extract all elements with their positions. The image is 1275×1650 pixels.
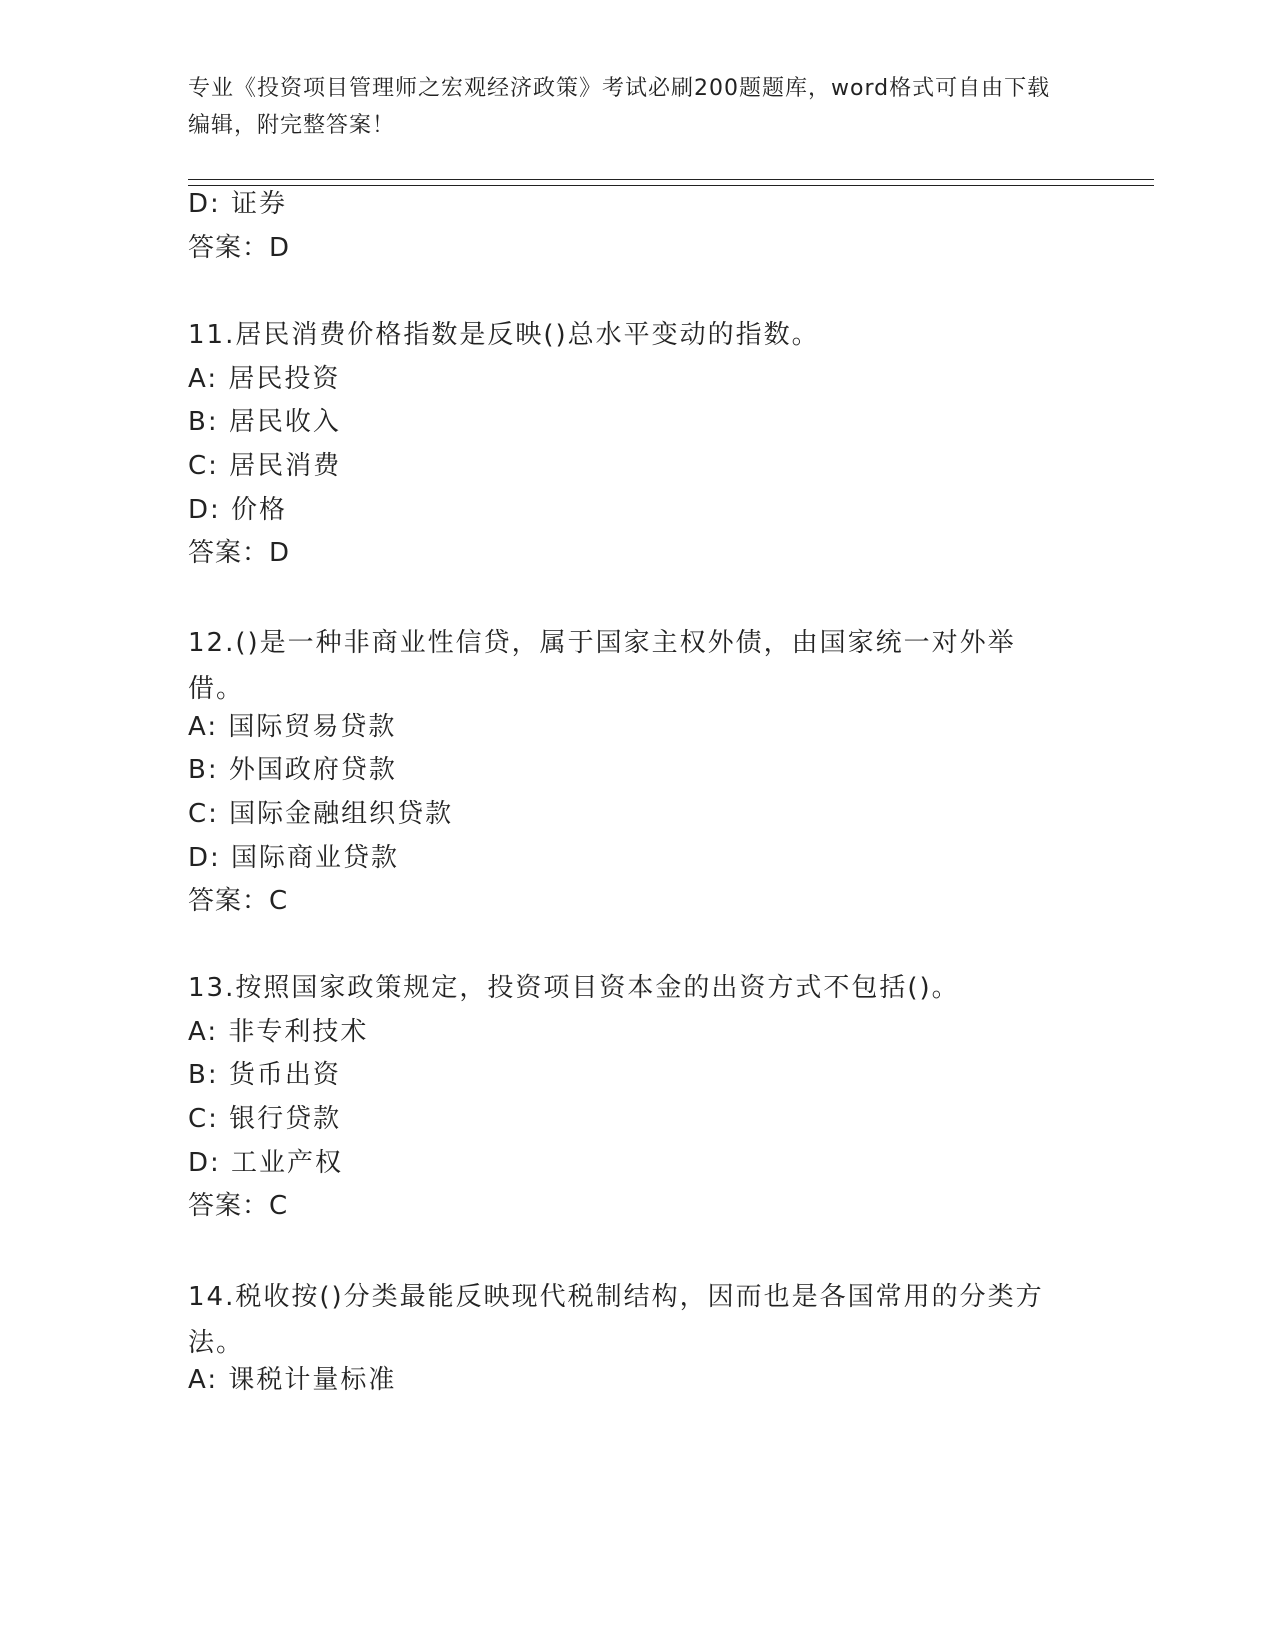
question-stem: 12.()是一种非商业性信贷，属于国家主权外债，由国家统一对外举借。 [188, 628, 1016, 704]
answer-line: 答案：C [188, 886, 289, 916]
header-divider-top [188, 179, 1154, 180]
option-a: A: 国际贸易贷款 [188, 712, 397, 742]
option-b: B: 外国政府贷款 [188, 755, 397, 785]
option-a: A: 居民投资 [188, 364, 341, 394]
question-stem: 13.按照国家政策规定，投资项目资本金的出资方式不包括()。 [188, 973, 960, 1003]
question-stem: 11.居民消费价格指数是反映()总水平变动的指数。 [188, 320, 820, 350]
option-d: D: 价格 [188, 495, 288, 525]
header-divider-bottom [188, 185, 1154, 186]
document-header: 专业《投资项目管理师之宏观经济政策》考试必刷200题题库，word格式可自由下载编辑，附完整答案！ [188, 76, 1051, 138]
option-d: D: 国际商业贷款 [188, 843, 400, 873]
question-stem: 14.税收按()分类最能反映现代税制结构，因而也是各国常用的分类方法。 [188, 1282, 1044, 1358]
answer-line: 答案：C [188, 1191, 289, 1221]
answer-line: 答案：D [188, 538, 291, 568]
option-a: A: 非专利技术 [188, 1017, 369, 1047]
option-d: D: 证券 [188, 189, 288, 219]
option-b: B: 居民收入 [188, 407, 341, 437]
answer-line: 答案：D [188, 233, 291, 263]
option-c: C: 居民消费 [188, 451, 342, 481]
option-c: C: 国际金融组织贷款 [188, 799, 454, 829]
option-b: B: 货币出资 [188, 1060, 341, 1090]
option-a: A: 课税计量标准 [188, 1365, 397, 1395]
option-d: D: 工业产权 [188, 1148, 344, 1178]
option-c: C: 银行贷款 [188, 1104, 342, 1134]
